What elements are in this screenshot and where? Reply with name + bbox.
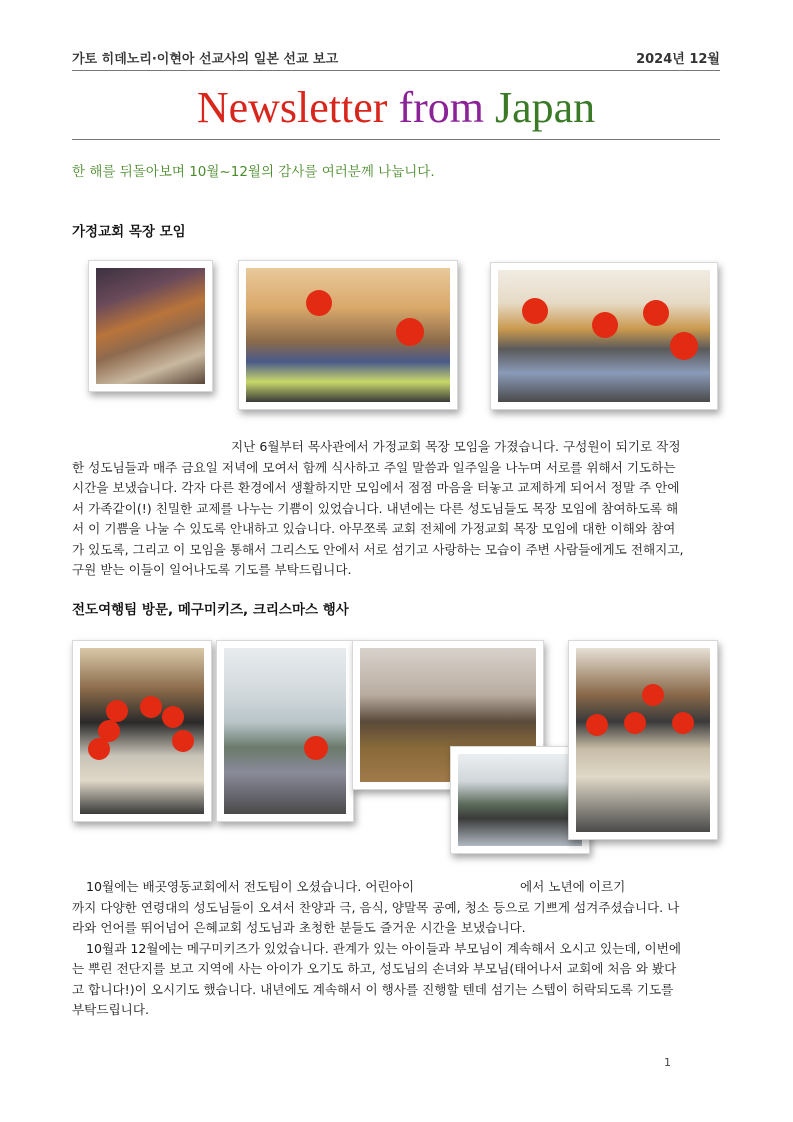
page-number: 1 — [664, 1056, 671, 1069]
section1-line: 서 이 기쁨을 나눌 수 있도록 안내하고 있습니다. 아무쪼록 교회 전체에 가정교회 목장 모임에 대한 이해와 참여 — [72, 521, 676, 536]
title-word-newsletter: Newsletter — [196, 83, 388, 132]
title-rule — [72, 139, 720, 140]
section1-line: 서 가족같이(!) 친밀한 교제를 나누는 기쁨이 있었습니다. 내년에는 다른 성도님들도 목장 모임에 참여하도록 해 — [72, 500, 679, 516]
section2-body — [72, 877, 720, 1021]
header-date: 2024년 12월 — [636, 52, 720, 67]
section1-line: 구원 받는 이들이 일어나도록 기도를 부탁드립니다. — [72, 562, 352, 577]
header-rule — [72, 70, 720, 71]
section-heading-house-church: 가정교회 목장 모임 — [72, 224, 186, 240]
section1-line: 가 있도록, 그리고 이 모임을 통해서 그리스도 안에서 서로 섬기고 사랑하는 모습이 주변 사람들에게도 전해지고, — [72, 541, 684, 557]
page-header — [72, 46, 720, 70]
photo-house-church-portrait — [490, 262, 718, 410]
section2-line: 는 뿌린 전단지를 보고 지역에 사는 아이가 오기도 하고, 성도님의 손녀와 부모님(태어나서 교회에 처음 와 봤다 — [72, 961, 677, 976]
intro-text: 한 해를 뒤돌아보며 10월~12월의 감사를 여러분께 나눕니다. — [72, 164, 435, 180]
title-word-japan: Japan — [494, 83, 596, 132]
photo-mission-craft — [216, 640, 354, 822]
photo-mission-meal — [72, 640, 212, 822]
section1-line: 한 성도님들과 매주 금요일 저녁에 모여서 함께 식사하고 주일 말씀과 일주일을 나누며 서로를 위해서 기도하는 — [72, 459, 676, 475]
section2-line: 고 합니다!)이 오시기도 했습니다. 내년에도 계속해서 이 행사를 진행할 텐데 섬기는 스텝이 허락되도록 기도를 — [72, 981, 674, 997]
header-author: 가토 히데노리·이현아 선교사의 일본 선교 보고 — [72, 52, 339, 67]
section2-line: 10월과 12월에는 메구미키즈가 있었습니다. 관계가 있는 아이들과 부모님이 계속해서 오시고 있는데, 이번에 — [86, 940, 682, 956]
section1-line: 시간을 보냈습니다. 각자 다른 환경에서 생활하지만 모임에서 점점 마음을 터놓고 교제하게 되어서 정말 주 안에 — [72, 480, 680, 495]
title-word-from: from — [398, 83, 484, 132]
section2-line-first: 10월에는 배곳영동교회에서 전도팀이 오셨습니다. 어린아이 — [86, 879, 415, 894]
section2-line: 까지 다양한 연령대의 성도님들이 오셔서 찬양과 극, 음식, 양말목 공예, 청소 등으로 기쁘게 섬겨주셨습니다. 나 — [72, 899, 680, 915]
photo-megumi-kids — [568, 640, 718, 840]
section2-line — [72, 877, 720, 898]
section2-line: 부탁드립니다. — [72, 1002, 149, 1017]
section2-line: 라와 언어를 뛰어넘어 은혜교회 성도님과 초청한 분들도 즐거운 시간을 보냈습니다. — [72, 920, 526, 935]
photo-house-church-table — [88, 260, 213, 392]
section2-line-first-end: 에서 노년에 이르기 — [520, 879, 626, 894]
section1-line: 지난 6월부터 목사관에서 가정교회 목장 모임을 가졌습니다. 구성원이 되기로 작정 — [231, 439, 681, 454]
photo-house-church-group — [238, 260, 458, 410]
section-heading-mission-events: 전도여행팀 방문, 메구미키즈, 크리스마스 행사 — [72, 602, 349, 618]
newsletter-title — [72, 80, 720, 136]
section1-body — [72, 437, 720, 581]
